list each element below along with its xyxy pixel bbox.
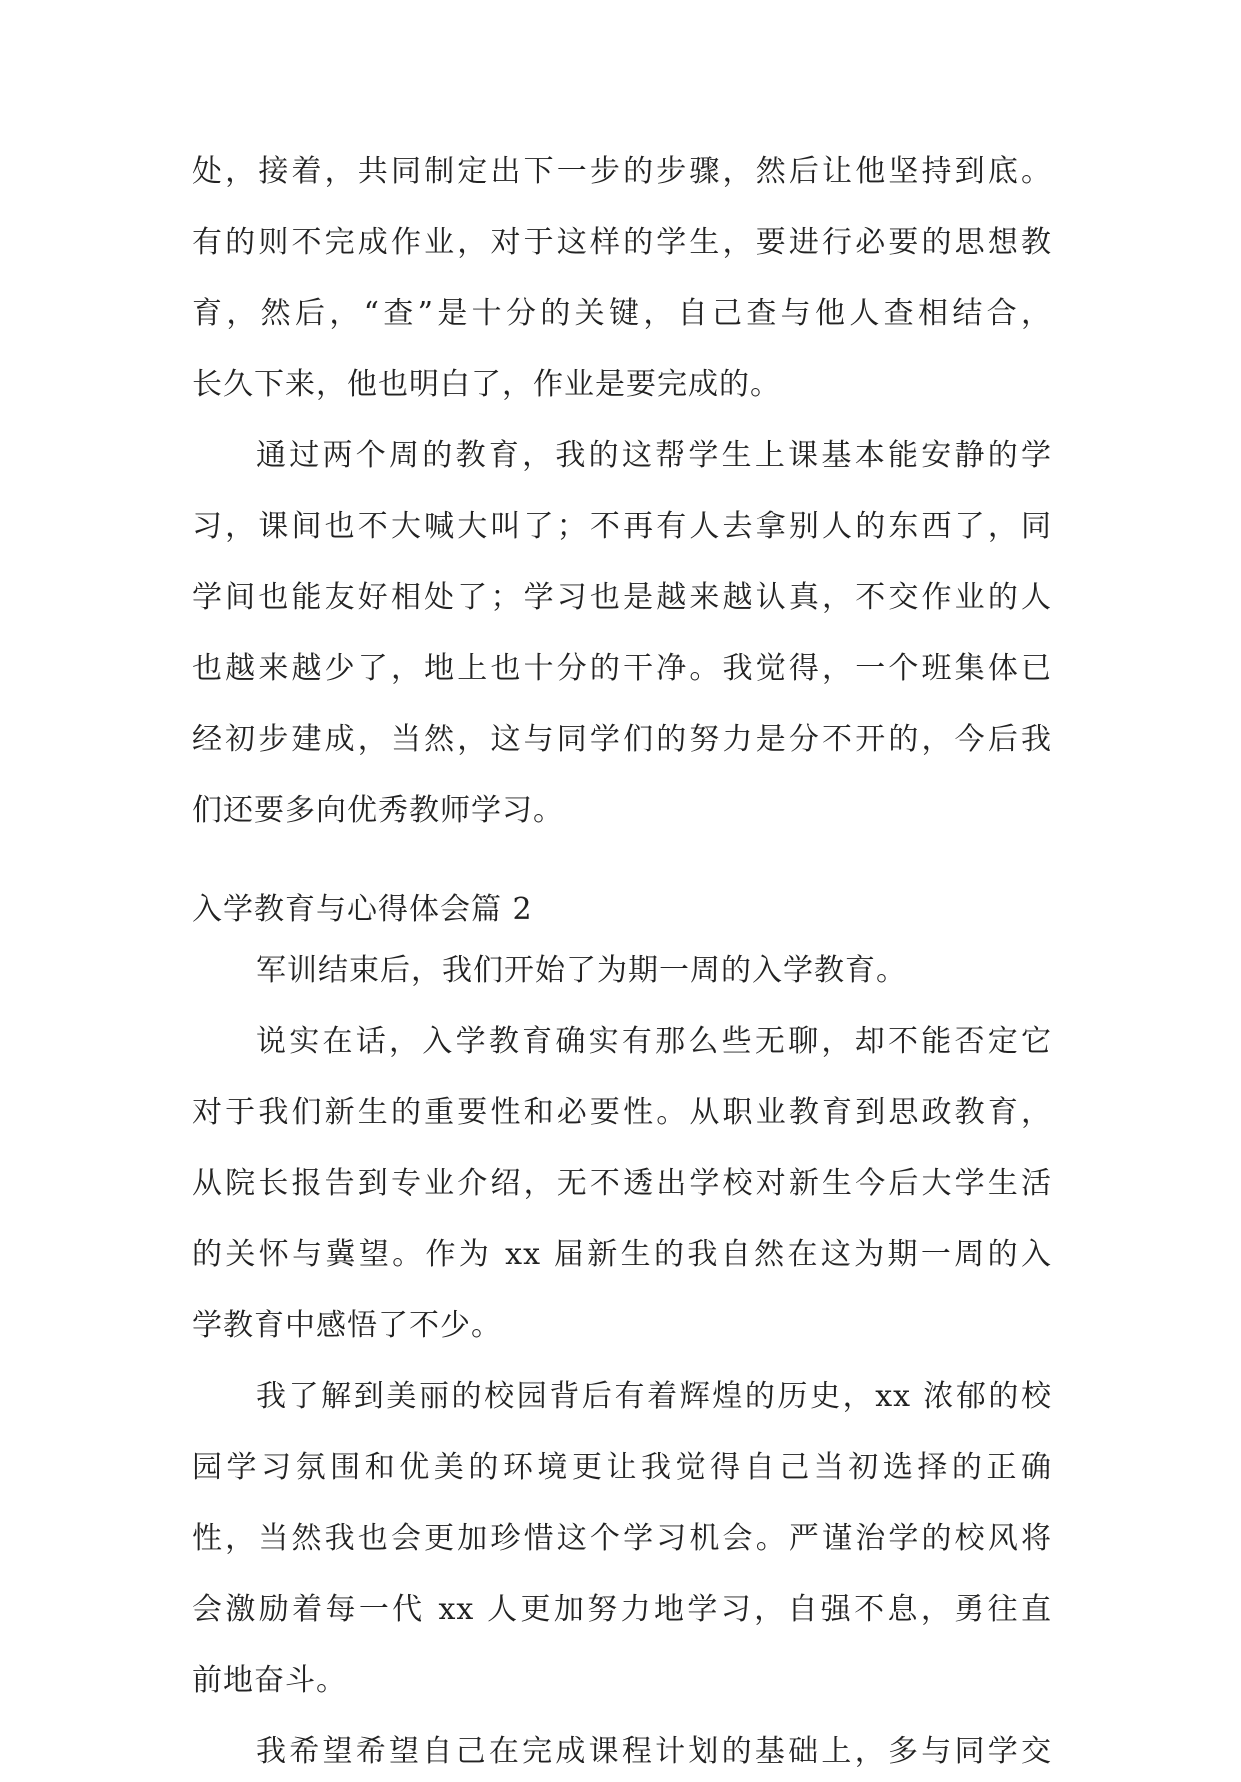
paragraph-line: 育，然后，“查”是十分的关键，自己查与他人查相结合， — [192, 296, 1052, 331]
paragraph-line: 也越来越少了，地上也十分的干净。我觉得，一个班集体已 — [192, 651, 1052, 686]
paragraph-line: 军训结束后，我们开始了为期一周的入学教育。 — [256, 953, 907, 988]
paragraph-line: 会激励着每一代 xx 人更加努力地学习，自强不息，勇往直 — [192, 1592, 1052, 1627]
paragraph-line: 前地奋斗。 — [192, 1663, 347, 1698]
paragraph-line: 有的则不完成作业，对于这样的学生，要进行必要的思想教 — [192, 225, 1052, 260]
paragraph-line: 我了解到美丽的校园背后有着辉煌的历史，xx 浓郁的校 — [256, 1379, 1052, 1414]
section-heading: 入学教育与心得体会篇 2 — [192, 892, 533, 927]
paragraph-line: 学间也能友好相处了；学习也是越来越认真，不交作业的人 — [192, 580, 1052, 615]
paragraph-line: 对于我们新生的重要性和必要性。从职业教育到思政教育， — [192, 1095, 1052, 1130]
paragraph-line: 处，接着，共同制定出下一步的步骤，然后让他坚持到底。 — [192, 154, 1052, 189]
paragraph-line: 从院长报告到专业介绍，无不透出学校对新生今后大学生活 — [192, 1166, 1052, 1201]
paragraph-line: 的关怀与冀望。作为 xx 届新生的我自然在这为期一周的入 — [192, 1237, 1052, 1272]
paragraph-line: 性，当然我也会更加珍惜这个学习机会。严谨治学的校风将 — [192, 1521, 1052, 1556]
paragraph-line: 长久下来，他也明白了，作业是要完成的。 — [192, 367, 781, 402]
paragraph-line: 园学习氛围和优美的环境更让我觉得自己当初选择的正确 — [192, 1450, 1052, 1485]
paragraph-line: 们还要多向优秀教师学习。 — [192, 793, 564, 828]
paragraph-line: 我希望希望自己在完成课程计划的基础上，多与同学交 — [256, 1734, 1052, 1769]
paragraph-line: 习，课间也不大喊大叫了；不再有人去拿别人的东西了，同 — [192, 509, 1052, 544]
paragraph-line: 说实在话，入学教育确实有那么些无聊，却不能否定它 — [256, 1024, 1052, 1059]
paragraph-line: 学教育中感悟了不少。 — [192, 1308, 502, 1343]
paragraph-line: 经初步建成，当然，这与同学们的努力是分不开的，今后我 — [192, 722, 1052, 757]
paragraph-line: 通过两个周的教育，我的这帮学生上课基本能安静的学 — [256, 438, 1052, 473]
